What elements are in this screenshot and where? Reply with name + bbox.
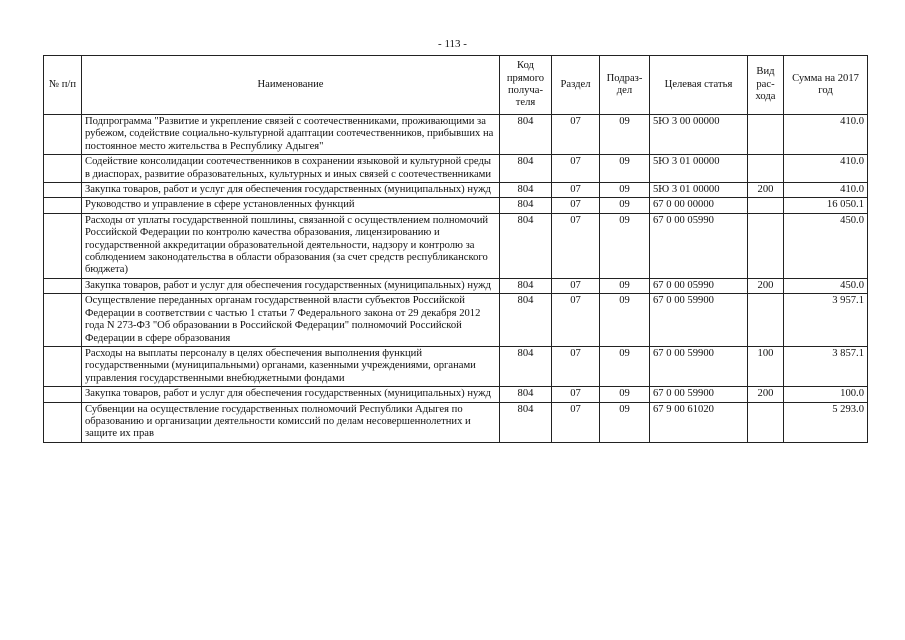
budget-table xyxy=(43,55,868,443)
row-subsection: 09 xyxy=(600,278,650,293)
header-subsection: Подраз-дел xyxy=(600,56,650,115)
row-num xyxy=(44,402,82,442)
row-type xyxy=(748,294,784,347)
row-code: 804 xyxy=(500,213,552,278)
row-name: Закупка товаров, работ и услуг для обеспечения государственных (муниципальных) нужд xyxy=(82,278,500,293)
row-sum: 16 050.1 xyxy=(784,198,868,213)
header-target-article: Целевая статья xyxy=(650,56,748,115)
row-section: 07 xyxy=(552,198,600,213)
row-subsection: 09 xyxy=(600,198,650,213)
table-row xyxy=(44,387,868,402)
row-code: 804 xyxy=(500,183,552,198)
row-type: 200 xyxy=(748,278,784,293)
row-target: 67 0 00 05990 xyxy=(650,278,748,293)
page-number: - 113 - xyxy=(438,38,467,50)
table-row xyxy=(44,213,868,278)
row-code: 804 xyxy=(500,387,552,402)
row-type: 100 xyxy=(748,346,784,386)
row-subsection: 09 xyxy=(600,402,650,442)
row-sum: 450.0 xyxy=(784,278,868,293)
header-name: Наименование xyxy=(82,56,500,115)
row-target: 67 9 00 61020 xyxy=(650,402,748,442)
row-subsection: 09 xyxy=(600,294,650,347)
row-sum: 410.0 xyxy=(784,155,868,183)
row-target: 67 0 00 59900 xyxy=(650,346,748,386)
row-num xyxy=(44,294,82,347)
table-row xyxy=(44,294,868,347)
row-type xyxy=(748,198,784,213)
row-name: Подпрограмма "Развитие и укрепление связей с соотечественниками, проживающими за рубежом, содействие социально-культурной адаптации соотечественников, прибывших на постоянное место жительства в Республику Адыгея" xyxy=(82,115,500,155)
row-code: 804 xyxy=(500,155,552,183)
row-type xyxy=(748,402,784,442)
row-type xyxy=(748,213,784,278)
row-type: 200 xyxy=(748,183,784,198)
row-name: Расходы на выплаты персоналу в целях обеспечения выполнения функций государственными (муниципальными) органами, казенными учреждениями, органами управления государственными внебюджетными фондами xyxy=(82,346,500,386)
row-sum: 3 857.1 xyxy=(784,346,868,386)
row-name: Закупка товаров, работ и услуг для обеспечения государственных (муниципальных) нужд xyxy=(82,183,500,198)
row-sum: 450.0 xyxy=(784,213,868,278)
row-target: 5Ю 3 01 00000 xyxy=(650,183,748,198)
row-section: 07 xyxy=(552,402,600,442)
header-direct-code: Код прямого получа-теля xyxy=(500,56,552,115)
table-row xyxy=(44,402,868,442)
row-type: 200 xyxy=(748,387,784,402)
row-code: 804 xyxy=(500,198,552,213)
row-num xyxy=(44,278,82,293)
row-target: 67 0 00 59900 xyxy=(650,387,748,402)
row-type xyxy=(748,115,784,155)
row-code: 804 xyxy=(500,402,552,442)
row-section: 07 xyxy=(552,115,600,155)
row-num xyxy=(44,213,82,278)
row-sum: 410.0 xyxy=(784,115,868,155)
table-row xyxy=(44,198,868,213)
row-sum: 100.0 xyxy=(784,387,868,402)
row-target: 5Ю 3 00 00000 xyxy=(650,115,748,155)
row-name: Осуществление переданных органам государственной власти субъектов Российской Федерации в соответствии с частью 1 статьи 7 Федерального закона от 29 декабря 2012 года N 273-ФЗ "Об образовании в Российской Федерации" полномочий Российской Федерации в сфере образования xyxy=(82,294,500,347)
row-subsection: 09 xyxy=(600,115,650,155)
row-sum: 3 957.1 xyxy=(784,294,868,347)
row-num xyxy=(44,115,82,155)
table-row xyxy=(44,346,868,386)
row-sum: 5 293.0 xyxy=(784,402,868,442)
row-section: 07 xyxy=(552,213,600,278)
row-num xyxy=(44,346,82,386)
row-name: Субвенции на осуществление государственных полномочий Республики Адыгея по образованию и организации деятельности комиссий по делам несовершеннолетних и защите их прав xyxy=(82,402,500,442)
row-name: Закупка товаров, работ и услуг для обеспечения государственных (муниципальных) нужд xyxy=(82,387,500,402)
row-subsection: 09 xyxy=(600,155,650,183)
row-target: 67 0 00 05990 xyxy=(650,213,748,278)
row-num xyxy=(44,183,82,198)
row-section: 07 xyxy=(552,155,600,183)
table-row xyxy=(44,183,868,198)
row-sum: 410.0 xyxy=(784,183,868,198)
row-section: 07 xyxy=(552,346,600,386)
row-section: 07 xyxy=(552,183,600,198)
row-type xyxy=(748,155,784,183)
table-row xyxy=(44,115,868,155)
row-subsection: 09 xyxy=(600,387,650,402)
row-code: 804 xyxy=(500,115,552,155)
row-code: 804 xyxy=(500,278,552,293)
row-code: 804 xyxy=(500,346,552,386)
row-num xyxy=(44,387,82,402)
row-target: 67 0 00 59900 xyxy=(650,294,748,347)
header-expense-type: Вид рас-хода xyxy=(748,56,784,115)
table-header-row xyxy=(44,56,868,115)
row-section: 07 xyxy=(552,278,600,293)
table-row xyxy=(44,278,868,293)
header-num: № п/п xyxy=(44,56,82,115)
row-section: 07 xyxy=(552,387,600,402)
row-subsection: 09 xyxy=(600,183,650,198)
row-subsection: 09 xyxy=(600,213,650,278)
row-section: 07 xyxy=(552,294,600,347)
row-name: Расходы от уплаты государственной пошлины, связанной с осуществлением полномочий Российской Федерации по контролю качества образования, лицензированию и государственной аккредитации образовательной деятельности, надзору и контролю за соблюдением законодательства в области образования (за счет средств республиканского бюджета) xyxy=(82,213,500,278)
row-subsection: 09 xyxy=(600,346,650,386)
row-target: 5Ю 3 01 00000 xyxy=(650,155,748,183)
table-row xyxy=(44,155,868,183)
row-num xyxy=(44,155,82,183)
row-target: 67 0 00 00000 xyxy=(650,198,748,213)
row-name: Руководство и управление в сфере установленных функций xyxy=(82,198,500,213)
row-num xyxy=(44,198,82,213)
header-section: Раздел xyxy=(552,56,600,115)
row-name: Содействие консолидации соотечественников в сохранении языковой и культурной среды в диаспорах, развитие образовательных, культурных и иных связей с соотечественниками xyxy=(82,155,500,183)
header-sum: Сумма на 2017 год xyxy=(784,56,868,115)
row-code: 804 xyxy=(500,294,552,347)
